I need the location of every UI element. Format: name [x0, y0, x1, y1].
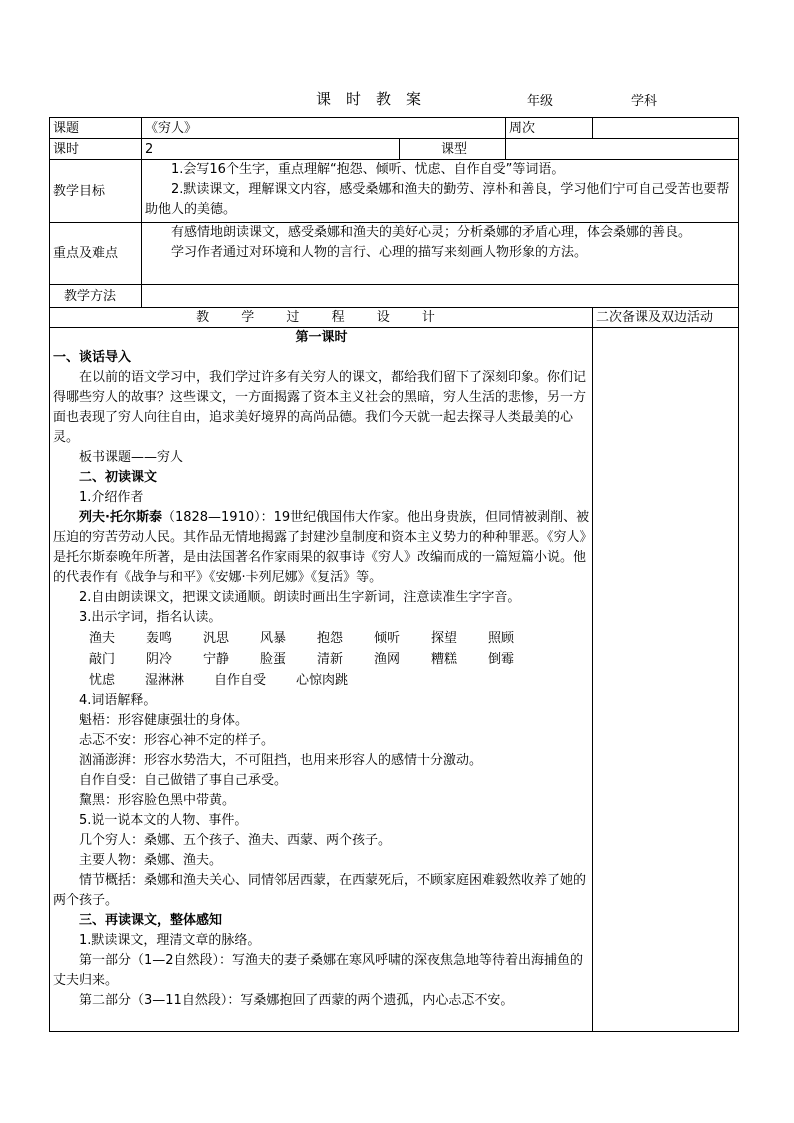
section-2-title: 二、初读课文 [79, 470, 158, 485]
definition: 黧黑：形容脸色黑中带黄。 [79, 793, 236, 808]
word: 忧虑 [89, 673, 116, 688]
word: 清新 [317, 652, 344, 667]
word: 汎思 [203, 631, 230, 646]
word: 脸蛋 [260, 652, 287, 667]
side-header: 二次备课及双边活动 [593, 308, 739, 328]
goals-label: 教学目标 [50, 160, 142, 223]
week-value [593, 118, 739, 139]
key-point-1: 有感情地朗读课文，感受桑娜和渔夫的美好心灵；分析桑娜的矛盾心理，体会桑娜的善良。 [171, 225, 692, 240]
section-3-title: 三、再读课文，整体感知 [79, 913, 223, 928]
lesson-plan-table [49, 117, 739, 1032]
doc-title: 课时教案 [316, 90, 437, 108]
word: 照顾 [488, 631, 515, 646]
word: 敲门 [89, 652, 116, 667]
key-point-2: 学习作者通过对环境和人物的言行、心理的描写来刻画人物形象的方法。 [171, 245, 588, 260]
section-1-text: 在以前的语文学习中，我们学过许多有关穷人的课文，都给我们留下了深刻印象。你们记得哪些穷人的故事？这些课文，一方面揭露了资本主义社会的黑暗，穷人生活的悲惨，另一方面也表现了穷人向往自由，追求美好境界的高尚品德。我们今天就一起去探寻人类最美的心灵。 [53, 370, 587, 445]
word: 自作自受 [214, 673, 267, 688]
author-intro [53, 508, 590, 588]
goals-cell [142, 160, 739, 223]
word: 轰鸣 [146, 631, 173, 646]
lesson-title: 第一课时 [295, 330, 348, 345]
author-text: （1828—1910）：19世纪俄国伟大作家。他出身贵族，但同情被剥削、被压迫的穷苦劳动人民。其作品无情地揭露了封建沙皇制度和资本主义势力的种种罪恶。《穷人》是托尔斯泰晚年所著，是由法国著名作家雨果的叙事诗《穷人》改编而成的一篇短篇小说。他的代表作有《战争与和平》《安娜·卡列尼娜》《复活》等。 [53, 510, 590, 585]
part-1: 第一部分（1—2自然段）：写渔夫的妻子桑娜在寒风呼啸的深夜焦急地等待着出海捕鱼的丈夫归来。 [53, 953, 584, 988]
step-2-2: 2.自由朗读课文，把课文读通顺。朗读时画出生字新词，注意读准生字字音。 [79, 590, 521, 605]
word: 渔夫 [89, 631, 116, 646]
words-row-3 [53, 670, 590, 691]
step-3-1: 1.默读课文，理清文章的脉络。 [79, 933, 261, 948]
lesson-content [50, 328, 593, 1032]
word: 渔网 [374, 652, 401, 667]
topic-value: 《穷人》 [142, 118, 506, 139]
step-2-1: 1.介绍作者 [79, 490, 144, 505]
word: 倾听 [374, 631, 401, 646]
words-row-1 [53, 628, 590, 649]
word: 风暴 [260, 631, 287, 646]
definition: 汹涌澎湃：形容水势浩大，不可阻挡，也用来形容人的感情十分激动。 [79, 753, 483, 768]
document-header [0, 88, 794, 110]
grade-label: 年级 [527, 94, 554, 109]
definition: 魁梧：形容健康强壮的身体。 [79, 713, 249, 728]
word: 倒霉 [488, 652, 515, 667]
topic-label: 课题 [50, 118, 142, 139]
part-2: 第二部分（3—11自然段）：写桑娜抱回了西蒙的两个遗孤，内心忐忑不安。 [79, 993, 514, 1008]
step-2-4: 4.词语解释。 [79, 693, 157, 708]
people-list: 几个穷人：桑娜、五个孩子、渔夫、西蒙、两个孩子。 [79, 833, 392, 848]
step-2-5: 5.说一说本文的人物、事件。 [79, 813, 248, 828]
period-label: 课时 [50, 139, 142, 160]
word: 阴冷 [146, 652, 173, 667]
key-cell [142, 223, 739, 285]
method-value [142, 285, 739, 308]
design-header: 教 学 过 程 设 计 [50, 308, 593, 328]
goal-1: 1.会写16个生字，重点理解“抱怨、倾听、忧虑、自作自受”等词语。 [171, 162, 565, 177]
side-notes [593, 328, 739, 1032]
word: 探望 [431, 631, 458, 646]
word: 抱怨 [317, 631, 344, 646]
word: 糟糕 [431, 652, 458, 667]
type-value [506, 139, 739, 160]
week-label: 周次 [506, 118, 593, 139]
words-row-2 [53, 649, 590, 670]
word: 宁静 [203, 652, 230, 667]
period-value: 2 [142, 139, 400, 160]
method-label: 教学方法 [50, 285, 142, 308]
word: 湿淋淋 [145, 673, 185, 688]
section-1-title: 一、谈话导入 [53, 350, 132, 365]
subject-label: 学科 [631, 94, 658, 109]
plot-summary: 情节概括：桑娜和渔夫关心、同情邻居西蒙，在西蒙死后，不顾家庭困难毅然收养了她的两个孩子。 [53, 873, 587, 908]
type-label: 课型 [400, 139, 506, 160]
author-name: 列夫·托尔斯泰 [79, 510, 162, 525]
definition: 忐忑不安：形容心神不定的样子。 [79, 733, 275, 748]
key-label: 重点及难点 [50, 223, 142, 285]
main-people: 主要人物：桑娜、渔夫。 [79, 853, 223, 868]
step-2-3: 3.出示字词，指名认读。 [79, 610, 222, 625]
word: 心惊肉跳 [296, 673, 349, 688]
definition: 自作自受：自己做错了事自己承受。 [79, 773, 288, 788]
board-title: 板书课题——穷人 [79, 450, 184, 465]
goal-2: 2.默读课文，理解课文内容，感受桑娜和渔夫的勤劳、淳朴和善良，学习他们宁可自己受苦也要帮助他人的美德。 [145, 182, 730, 217]
